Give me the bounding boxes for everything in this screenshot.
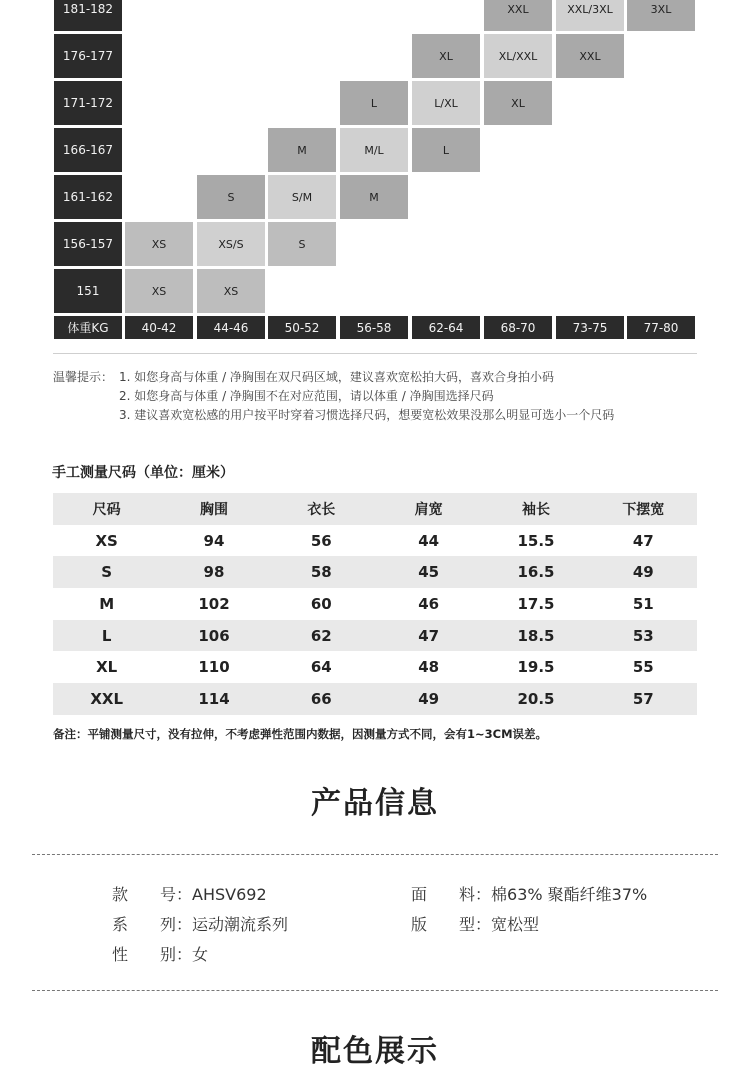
table-cell: S (101, 563, 113, 582)
info-value: 棉63% 聚酯纤维37% (491, 885, 648, 904)
size-cell: S (197, 175, 265, 219)
dashed-divider (32, 854, 718, 855)
info-key: 款 号： (112, 885, 193, 904)
weight-axis-label: 体重KG (54, 316, 122, 339)
header-cell: 衣长 (307, 501, 336, 518)
size-cell: XL (412, 34, 480, 78)
table-header-row (53, 493, 697, 525)
measure-note: 备注：平铺测量尺寸，没有拉伸，不考虑弹性范围内数据，因测量方式不同，会有1~3CM误差。 (53, 727, 548, 741)
table-cell: 110 (198, 658, 230, 677)
info-key: 性 别： (112, 945, 193, 964)
info-key: 版 型： (411, 915, 492, 934)
size-cell: XXL/3XL (556, 0, 624, 31)
size-cell: XS (125, 269, 193, 313)
info-item (112, 912, 288, 935)
table-cell: M (99, 594, 115, 613)
table-cell: 60 (310, 594, 332, 613)
info-key: 系 列： (112, 915, 193, 934)
info-value: 宽松型 (491, 915, 540, 934)
table-cell: XS (95, 531, 118, 550)
weight-label: 68-70 (484, 316, 552, 339)
table-cell: 57 (632, 689, 654, 708)
table-cell: 114 (198, 689, 230, 708)
info-item (411, 882, 647, 905)
table-cell: 102 (198, 594, 230, 613)
height-label: 176-177 (54, 34, 122, 78)
header-cell: 尺码 (92, 501, 121, 518)
table-cell: XL (96, 658, 118, 677)
table-cell: 106 (198, 626, 230, 645)
table-cell: 53 (632, 626, 654, 645)
size-cell: XL/XXL (484, 34, 552, 78)
table-cell: 56 (310, 531, 332, 550)
table-cell: 19.5 (517, 658, 555, 677)
color-display-title: 配色展示 (311, 1034, 439, 1069)
size-cell: XXL (556, 34, 624, 78)
size-cell: M (268, 128, 336, 172)
table-cell: XXL (90, 689, 124, 708)
table-cell: 55 (632, 658, 654, 677)
weight-label: 62-64 (412, 316, 480, 339)
height-label: 161-162 (54, 175, 122, 219)
tip-line: 2. 如您身高与体重 / 净胸围不在对应范围，请以体重 / 净胸围选择尺码 (119, 389, 494, 403)
dashed-divider (32, 990, 718, 991)
size-cell: L/XL (412, 81, 480, 125)
info-item (112, 882, 267, 905)
info-item (411, 912, 539, 935)
table-cell: 15.5 (517, 531, 555, 550)
size-cell: S/M (268, 175, 336, 219)
table-cell: 18.5 (517, 626, 555, 645)
weight-label: 40-42 (125, 316, 193, 339)
size-cell: L (412, 128, 480, 172)
table-cell: 64 (310, 658, 332, 677)
size-cell: XL (484, 81, 552, 125)
table-cell: 49 (632, 563, 654, 582)
header-cell: 肩宽 (414, 501, 443, 518)
header-cell: 胸围 (199, 501, 228, 518)
weight-label: 77-80 (627, 316, 695, 339)
divider (53, 353, 697, 354)
size-cell: XXL (484, 0, 552, 31)
table-row (53, 588, 697, 620)
table-cell: 20.5 (517, 689, 555, 708)
tip-line: 3. 建议喜欢宽松感的用户按平时穿着习惯选择尺码，想要宽松效果没那么明显可选小一个尺码 (119, 408, 615, 422)
size-cell: L (340, 81, 408, 125)
table-row (53, 683, 697, 715)
height-label: 156-157 (54, 222, 122, 266)
weight-label: 56-58 (340, 316, 408, 339)
table-cell: 62 (310, 626, 332, 645)
size-cell: M/L (340, 128, 408, 172)
height-label: 151 (54, 269, 122, 313)
table-row (53, 525, 697, 557)
size-cell: XS/S (197, 222, 265, 266)
table-cell: 16.5 (517, 563, 555, 582)
table-cell: 47 (418, 626, 440, 645)
size-cell: 3XL (627, 0, 695, 31)
size-cell: XS (197, 269, 265, 313)
tip-line: 1. 如您身高与体重 / 净胸围在双尺码区域，建议喜欢宽松拍大码，喜欢合身拍小码 (119, 370, 554, 384)
table-cell: L (101, 626, 112, 645)
table-row (53, 556, 697, 588)
size-cell: M (340, 175, 408, 219)
header-cell: 袖长 (521, 501, 550, 518)
info-value: 运动潮流系列 (192, 915, 289, 934)
table-cell: 44 (418, 531, 440, 550)
table-row (53, 651, 697, 683)
table-cell: 47 (632, 531, 654, 550)
info-value: AHSV692 (192, 885, 267, 904)
table-cell: 49 (418, 689, 440, 708)
height-label: 171-172 (54, 81, 122, 125)
table-cell: 45 (418, 563, 440, 582)
height-label: 166-167 (54, 128, 122, 172)
info-key: 面 料： (411, 885, 492, 904)
info-item (112, 942, 208, 965)
height-label: 181-182 (54, 0, 122, 31)
weight-label: 50-52 (268, 316, 336, 339)
weight-label: 73-75 (556, 316, 624, 339)
table-cell: 66 (310, 689, 332, 708)
table-cell: 58 (310, 563, 332, 582)
table-cell: 48 (418, 658, 440, 677)
table-row (53, 620, 697, 652)
size-cell: S (268, 222, 336, 266)
measure-title: 手工测量尺码（单位：厘米） (52, 465, 234, 481)
header-cell: 下摆宽 (622, 501, 665, 518)
table-cell: 46 (418, 594, 440, 613)
info-value: 女 (192, 945, 209, 964)
table-cell: 98 (203, 563, 225, 582)
table-cell: 51 (632, 594, 654, 613)
tips-prefix: 温馨提示： (53, 370, 114, 384)
weight-label: 44-46 (197, 316, 265, 339)
product-info-title: 产品信息 (311, 786, 439, 821)
size-cell: XS (125, 222, 193, 266)
table-cell: 17.5 (517, 594, 555, 613)
measure-table (53, 493, 697, 715)
table-cell: 94 (203, 531, 225, 550)
